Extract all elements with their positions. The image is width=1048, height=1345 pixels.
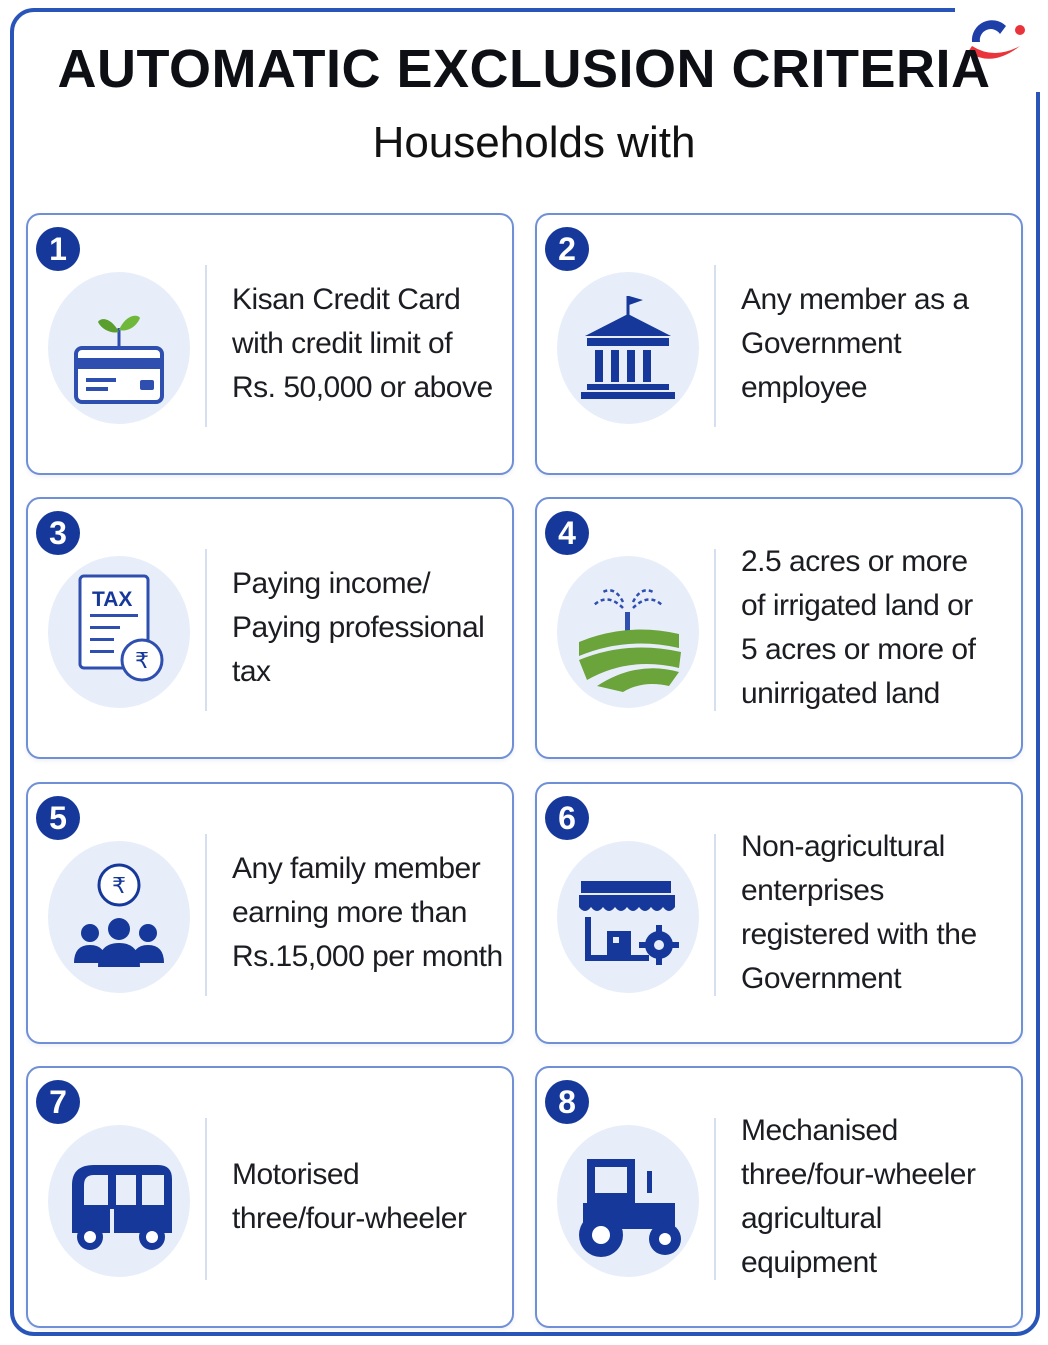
criteria-number-badge: 4 (545, 511, 589, 555)
criteria-text: Paying income/ Paying professional tax (232, 567, 485, 688)
government-building-icon (557, 272, 699, 424)
criteria-card-1 (26, 213, 514, 475)
criteria-text: Any family member earning more than Rs.15,000 per month (232, 852, 503, 973)
svg-text:TAX: TAX (92, 588, 133, 611)
card-divider (205, 549, 207, 711)
criteria-card-5 (26, 782, 514, 1044)
shop-enterprise-icon (557, 841, 699, 993)
family-income-icon (48, 841, 190, 993)
criteria-number-badge: 2 (545, 227, 589, 271)
page-title: AUTOMATIC EXCLUSION CRITERIA (57, 39, 991, 99)
criteria-card-8 (535, 1066, 1023, 1328)
page-subtitle: Households with (372, 118, 696, 167)
card-divider (205, 834, 207, 996)
criteria-card-6 (535, 782, 1023, 1044)
criteria-number-badge: 7 (36, 1080, 80, 1124)
criteria-text: Any member as a Government employee (741, 283, 969, 404)
criteria-text: Kisan Credit Card with credit limit of Rs. 50,000 or above (232, 283, 493, 404)
criteria-text: 2.5 acres or more of irrigated land or 5 acres or more of unirrigated land (741, 545, 976, 710)
card-divider (714, 1118, 716, 1280)
criteria-text: Mechanised three/four-wheeler agricultural equipment (741, 1114, 976, 1279)
criteria-number-badge: 1 (36, 227, 80, 271)
card-divider (205, 265, 207, 427)
kisan-credit-card-icon (48, 272, 190, 424)
criteria-card-4 (535, 497, 1023, 759)
card-divider (205, 1118, 207, 1280)
criteria-number-badge: 6 (545, 796, 589, 840)
tractor-icon (557, 1125, 699, 1277)
card-divider (714, 265, 716, 427)
criteria-number-badge: 8 (545, 1080, 589, 1124)
criteria-card-3 (26, 497, 514, 759)
criteria-text: Motorised three/four-wheeler (232, 1158, 467, 1235)
svg-text:₹: ₹ (135, 649, 149, 674)
criteria-text: Non-agricultural enterprises registered with the Government (741, 830, 977, 995)
tax-document-icon (48, 556, 190, 708)
criteria-card-7 (26, 1066, 514, 1328)
criteria-number-badge: 3 (36, 511, 80, 555)
criteria-card-2 (535, 213, 1023, 475)
svg-text:₹: ₹ (112, 874, 126, 899)
card-divider (714, 549, 716, 711)
auto-rickshaw-icon (48, 1125, 190, 1277)
criteria-number-badge: 5 (36, 796, 80, 840)
irrigated-land-icon (557, 556, 699, 708)
card-divider (714, 834, 716, 996)
